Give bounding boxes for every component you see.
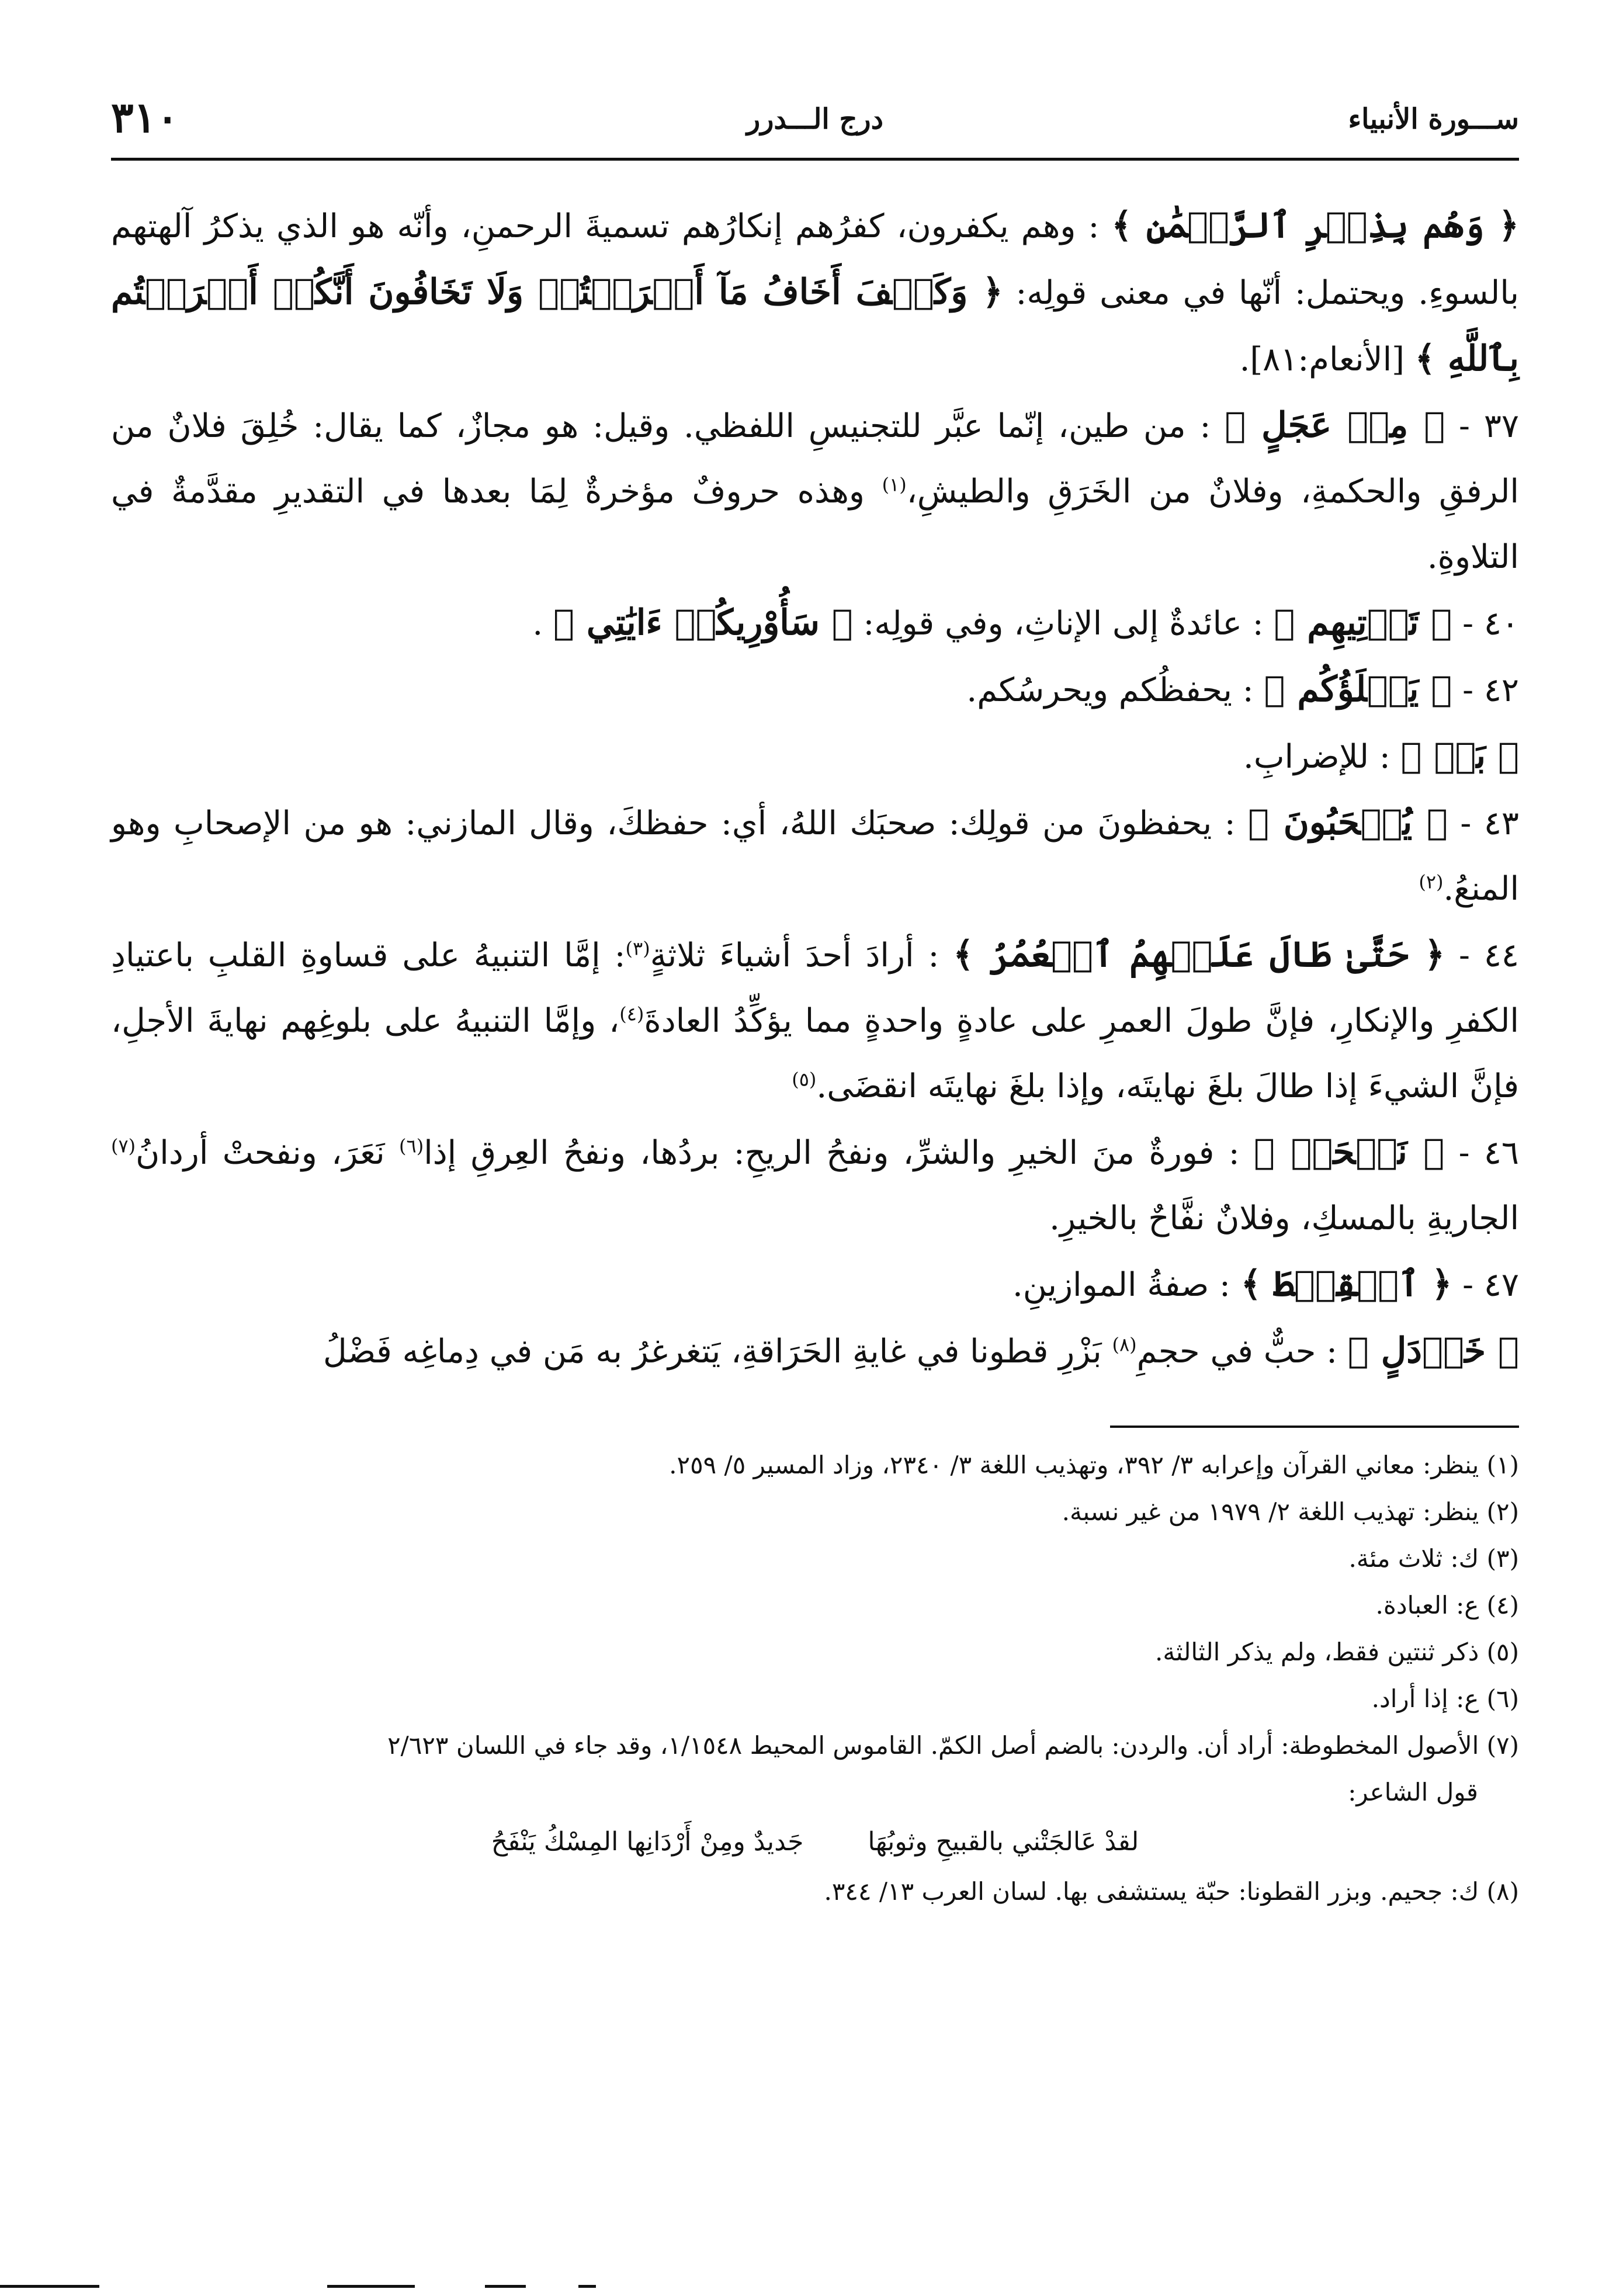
quran-quote: ﴿ تَأۡتِيهِم ﴾ [1274, 602, 1452, 643]
text-paragraph [111, 1251, 1519, 1318]
footnote-3: (٣) ك: ثلاث مئة. [1348, 1544, 1519, 1573]
quran-quote: ﴿ يَكۡلَؤُكُم ﴾ [1264, 669, 1452, 710]
text-run: [الأنعام:٨١]. [1239, 341, 1415, 379]
quran-quote: ﴿ بَلۡ ﴾ [1400, 736, 1519, 776]
text-paragraph [111, 790, 1519, 922]
footnote-ref: (٥) [792, 1068, 817, 1091]
text-run: بَزْرِ قطونا في غايةِ الحَرَاقةِ، يَتغرغرُ به مَن في دِماغِه فَضْلُ [323, 1333, 1112, 1371]
footnote-ref: (٤) [619, 1003, 644, 1025]
text-run: : فورةٌ منَ الخيرِ والشرِّ، ونفحُ الريحِ: بردُها، ونفحُ العِرقِ إذا [424, 1134, 1254, 1172]
footnote-ref: (٨) [1112, 1333, 1137, 1356]
text-paragraph [111, 1318, 1519, 1385]
verse-first-hemistich: لقدْ عَالجَتْني بالقبيحِ وثوبُهَا [868, 1827, 1139, 1857]
text-run: : للإضرابِ. [1243, 738, 1401, 776]
text-run: ٤٤ - [1445, 937, 1519, 974]
verse-second-hemistich: جَديدٌ ومِنْ أَرْدَانِها المِسْكُ يَنْفَحُ [491, 1827, 804, 1857]
text-run: : صفةُ الموازينِ. [1012, 1266, 1241, 1304]
text-paragraph [111, 1119, 1519, 1251]
text-run: : وهم يكفرون، كفرُهم إنكارُهم تسميةَ الرحمنِ، وأنّه هو الذي يذكرُ آلهتهم بالسوءِ. ويحتمل: أنّها في معنى قولِه: [111, 207, 1519, 312]
scan-mark [578, 2285, 596, 2288]
text-paragraph [111, 657, 1519, 723]
text-run: : يحفظُكم ويحرسُكم. [966, 671, 1264, 709]
footnote-4: (٤) ع: العبادة. [1375, 1591, 1519, 1619]
text-run: ٤٢ - [1452, 671, 1519, 709]
text-run: : إمَّا التنبيهُ على قساوةِ القلبِ باعتيادِ الكفرِ والإنكارِ، فإنَّ طولَ العمرِ على عادةٍ واحدةٍ مما يؤكِّدُ العادةَ [111, 937, 1519, 1040]
footnote-2: (٢) ينظر: تهذيب اللغة ٢/ ١٩٧٩ من غير نسبة. [1062, 1497, 1519, 1526]
quran-quote: ﴿ نَفۡحَةٞ ﴾ [1253, 1132, 1445, 1173]
footnote-6: (٦) ع: إذا أراد. [1371, 1684, 1519, 1713]
text-run: : أرادَ أحدَ أشياءَ ثلاثةٍ [650, 937, 953, 974]
scan-mark [485, 2285, 526, 2288]
footnote-ref: (٢) [1419, 870, 1444, 893]
footnotes [111, 1442, 1519, 1915]
quran-quote: ﴿ ٱلۡقِسۡطَ ﴾ [1240, 1264, 1452, 1305]
quran-quote: ﴿ يُصۡحَبُونَ ﴾ [1248, 802, 1448, 843]
text-paragraph [111, 193, 1519, 393]
quran-quote: ﴿ خَرۡدَلٍ ﴾ [1347, 1330, 1519, 1371]
quran-quote: ﴿ وَكَيۡفَ أَخَافُ مَآ أَشۡرَكۡتُمۡ وَلَا تَخَافُونَ أَنَّكُمۡ أَشۡرَكۡتُم بِٱللَّهِ ﴾ [111, 272, 1519, 379]
footnote-ref: (١) [882, 473, 907, 496]
text-run: : عائدةٌ إلى الإناثِ، وفي قولِه: [852, 605, 1274, 643]
text-paragraph [111, 723, 1519, 790]
quran-quote: ﴿ وَهُم بِذِكۡرِ ٱلرَّحۡمَٰنِ ﴾ [1111, 205, 1520, 246]
quran-quote: ﴿ مِنۡ عَجَلٍ ﴾ [1225, 405, 1445, 446]
footnote-1: (١) ينظر: معاني القرآن وإعرابه ٣/ ٣٩٢، وتهذيب اللغة ٣/ ٢٣٤٠، وزاد المسير ٥/ ٢٥٩. [669, 1451, 1519, 1479]
footnote-7: (٧) الأصول المخطوطة: أراد أن. والردن: بالضم أصل الكمّ. القاموس المحيط ١/١٥٤٨، وقد جاء في اللسان ٢/٦٢٣ [387, 1731, 1519, 1760]
text-run: وهذه حروفٌ مؤخرةٌ لِمَا بعدها في التقديرِ مقدَّمةٌ في التلاوةِ. [111, 473, 1519, 576]
text-run: ٣٧ - [1445, 407, 1519, 445]
quran-quote: ﴿ سَأُوْرِيكُمۡ ءَايَٰتِي ﴾ [553, 602, 853, 643]
footnote-8: (٨) ك: جحيم. وبزر القطونا: حبّة يستشفى بها. لسان العرب ١٣/ ٣٤٤. [824, 1877, 1519, 1906]
text-paragraph [111, 393, 1519, 590]
footnote-separator [1110, 1426, 1519, 1428]
text-run: ، وإمَّا التنبيهُ على بلوغِهم نهايةَ الأجلِ، فإنَّ الشيءَ إذا طالَ بلغَ نهايتَه، وإذا بلغَ نهايتَه انقضَى. [111, 1002, 1519, 1105]
text-run: ٤٠ - [1452, 605, 1519, 643]
text-run: ٤٧ - [1452, 1266, 1519, 1304]
poetry-verse [111, 1816, 1519, 1868]
text-run: . [532, 605, 554, 643]
scan-edge-marks [0, 2273, 1609, 2296]
scan-mark [0, 2285, 99, 2288]
text-run: نَعَرَ، ونفحتْ أردانُ [136, 1134, 400, 1172]
main-text [111, 193, 1519, 1385]
footnote-5: (٥) ذكر ثنتين فقط، ولم يذكر الثالثة. [1155, 1638, 1519, 1666]
text-run: : يحفظونَ من قولِك: صحبَك اللهُ، أي: حفظكَ، وقال المازني: هو من الإصحابِ وهو المنعُ. [111, 804, 1519, 908]
book-title: درج الـــدرر [747, 103, 883, 136]
page-header [111, 88, 1519, 161]
document-page [111, 88, 1519, 2249]
surah-title: ســـورة الأنبياء [1348, 103, 1519, 136]
scan-mark [327, 2285, 415, 2288]
footnote-7-continuation: قول الشاعر: [1348, 1778, 1478, 1806]
text-run: : حبٌّ في حجمِ [1136, 1333, 1348, 1371]
text-paragraph [111, 922, 1519, 1119]
page-number: ٣١٠ [111, 92, 179, 142]
footnote-ref: (٣) [625, 937, 650, 960]
text-run: ٤٣ - [1447, 804, 1519, 842]
text-run: : من طين، إنّما عبَّر للتجنيسِ اللفظي. وقيل: هو مجازٌ، كما يقال: خُلِقَ فلانٌ من الرفقِ والحكمةِ، وفلانٌ من الخَرَقِ والطيشِ، [111, 407, 1519, 511]
text-run: ٤٦ - [1444, 1134, 1519, 1172]
footnote-ref: (٧) [111, 1135, 136, 1157]
text-paragraph [111, 590, 1519, 657]
quran-quote: ﴿ حَتَّىٰ طَالَ عَلَيۡهِمُ ٱلۡعُمُرُ ﴾ [953, 934, 1445, 975]
text-run: الجاريةِ بالمسكِ، وفلانٌ نفَّاحٌ بالخيرِ. [1049, 1199, 1519, 1237]
footnote-ref: (٦) [399, 1135, 424, 1157]
